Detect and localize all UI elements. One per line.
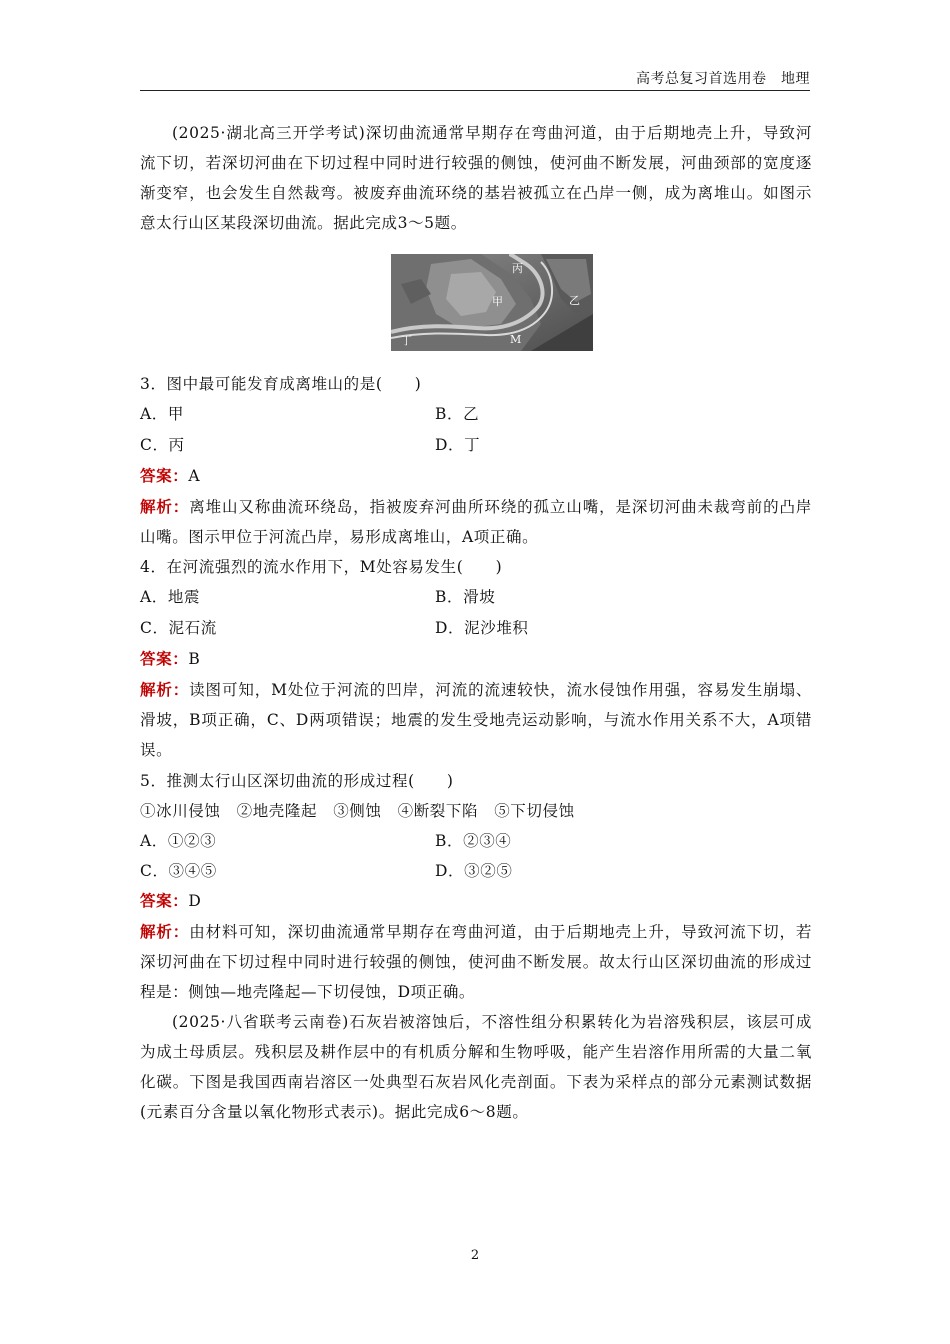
q3-analysis-text: 离堆山又称曲流环绕岛，指被废弃河曲所环绕的孤立山嘴，是深切河曲未裁弯前的凸岸山嘴。图示甲位于河流凸岸，易形成离堆山，A项正确。 (140, 498, 812, 546)
intro-paragraph-2: (2025·八省联考云南卷)石灰岩被溶蚀后，不溶性组分积累转化为岩溶残积层，该层可成为成土母质层。残积层及耕作层中的有机质分解和生物呼吸，能产生岩溶作用所需的大量二氧化碳。下图是我国西南岩溶区一处典型石灰岩风化壳剖面。下表为采样点的部分元素测试数据(元素百分含量以氧化物形式表示)。据此完成6～8题。 (140, 1013, 812, 1121)
q4-answer-value: B (188, 650, 201, 668)
q5-option-d: D．③②⑤ (435, 862, 513, 880)
q4-option-d: D．泥沙堆积 (435, 619, 529, 637)
q3-analysis-label: 解析： (140, 497, 190, 516)
q4-analysis-text: 读图可知，M处位于河流的凹岸，河流的流速较快，流水侵蚀作用强，容易发生崩塌、滑坡，B项正确，C、D两项错误；地震的发生受地壳运动影响，与流水作用关系不大，A项错误。 (140, 681, 812, 759)
q4-option-a: A．地震 (140, 588, 201, 606)
q5-option-b: B．②③④ (435, 832, 512, 850)
q5-analysis-text: 由材料可知，深切曲流通常早期存在弯曲河道，由于后期地壳上升，导致河流下切，若深切河曲在下切过程中同时进行较强的侧蚀，使河曲不断发展。故太行山区深切曲流的形成过程是：侧蚀—地壳隆起—下切侵蚀，D项正确。 (140, 923, 812, 1001)
q3-option-a: A．甲 (140, 405, 184, 423)
page-number: 2 (470, 1248, 480, 1263)
q3-answer-value: A (188, 467, 201, 485)
header-title: 高考总复习首选用卷 地理 (636, 71, 810, 87)
q4-option-b: B．滑坡 (435, 588, 496, 606)
q5-analysis (140, 917, 812, 1007)
q4-stem: 4．在河流强烈的流水作用下，M处容易发生( ) (140, 558, 503, 576)
q3-option-d: D．丁 (435, 436, 481, 454)
q3-option-c: C．丙 (140, 436, 185, 454)
q3-answer (140, 461, 200, 491)
meander-photo (391, 254, 593, 351)
label-m: M (510, 333, 522, 346)
q5-option-a: A．①②③ (140, 832, 217, 850)
intro-paragraph-1: (2025·湖北高三开学考试)深切曲流通常早期存在弯曲河道，由于后期地壳上升，导致河流下切，若深切河曲在下切过程中同时进行较强的侧蚀，使河曲不断发展，河曲颈部的宽度逐渐变窄，也会发生自然裁弯。被废弃曲流环绕的基岩被孤立在凸岸一侧，成为离堆山。如图示意太行山区某段深切曲流。据此完成3～5题。 (140, 124, 812, 232)
page-header (140, 66, 810, 91)
q5-analysis-label: 解析： (140, 922, 190, 941)
q3-stem: 3．图中最可能发育成离堆山的是( ) (140, 375, 422, 393)
q5-stem: 5．推测太行山区深切曲流的形成过程( ) (140, 772, 454, 790)
q4-analysis (140, 675, 812, 765)
label-bing: 丙 (512, 262, 523, 275)
q3-option-b: B．乙 (435, 405, 480, 423)
q5-items: ①冰川侵蚀 ②地壳隆起 ③侧蚀 ④断裂下陷 ⑤下切侵蚀 (140, 802, 575, 820)
q4-analysis-label: 解析： (140, 680, 190, 699)
q5-option-c: C．③④⑤ (140, 862, 217, 880)
q5-answer-label: 答案： (140, 891, 189, 910)
q4-answer-label: 答案： (140, 649, 189, 668)
q4-option-c: C．泥石流 (140, 619, 217, 637)
q5-answer-value: D (188, 892, 202, 910)
q3-answer-label: 答案： (140, 466, 189, 485)
q3-analysis (140, 492, 812, 552)
q4-answer (140, 644, 200, 674)
label-jia: 甲 (492, 295, 503, 308)
q5-answer (140, 886, 201, 916)
label-ding: 丁 (401, 334, 412, 347)
label-yi: 乙 (569, 294, 580, 307)
